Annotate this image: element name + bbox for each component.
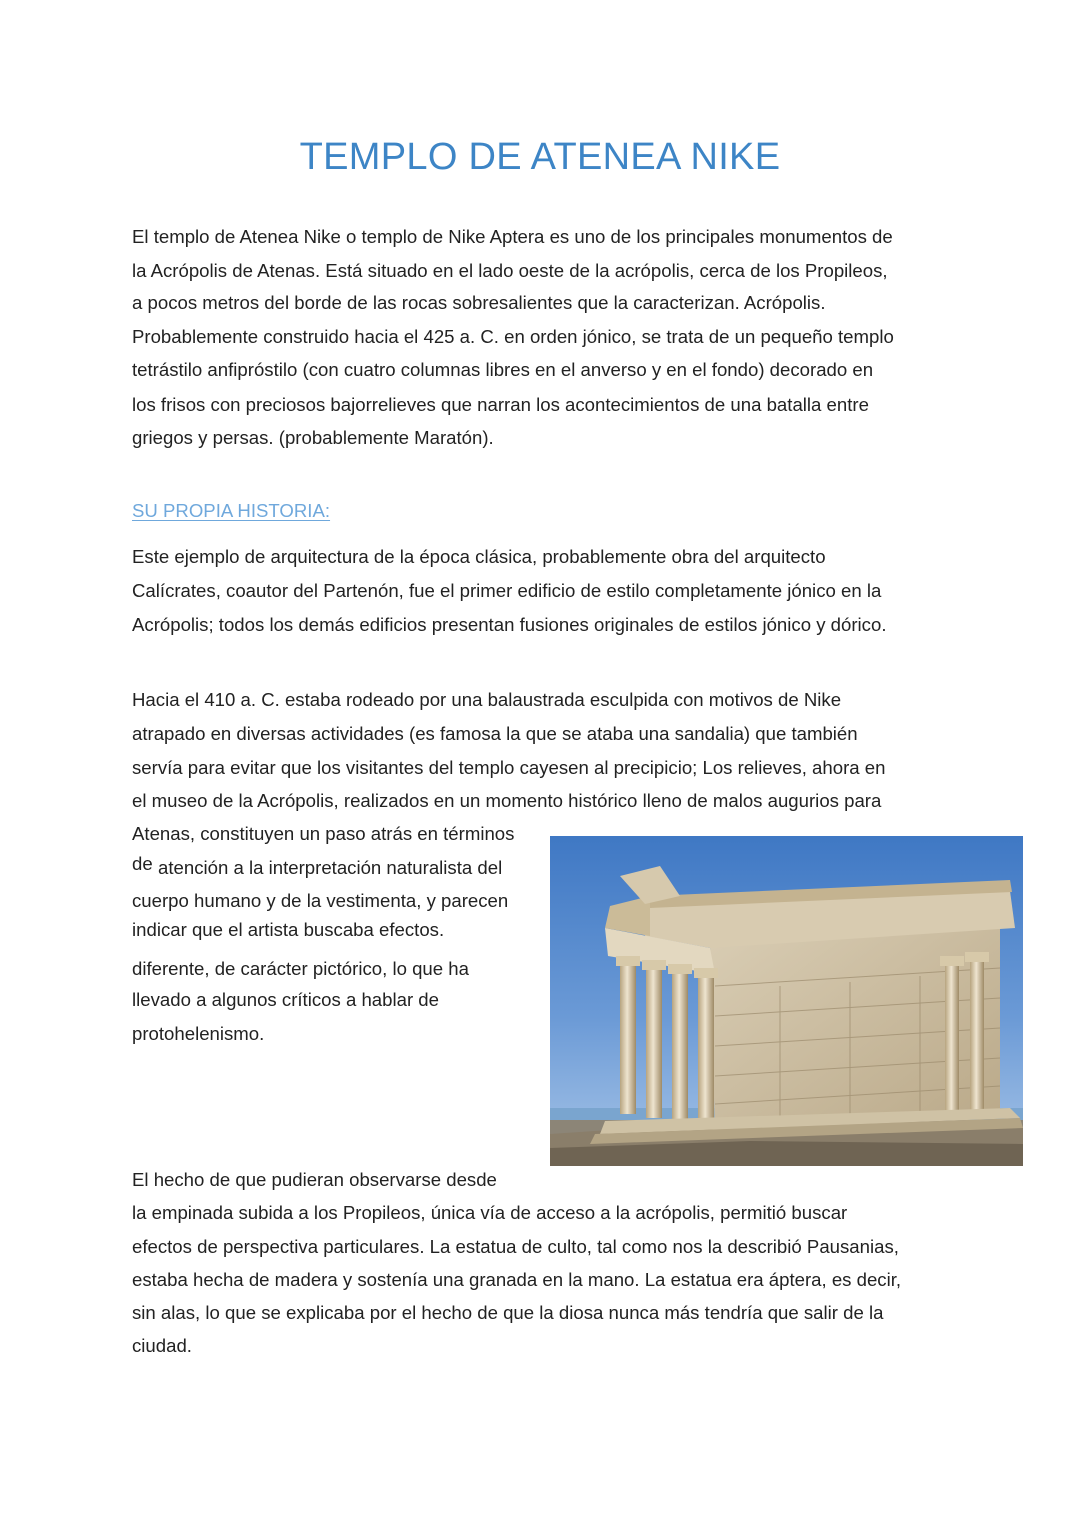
text-line: Atenas, constituyen un paso atrás en términos bbox=[132, 823, 515, 844]
text-line: protohelenismo. bbox=[132, 1023, 265, 1044]
text-line: estaba hecha de madera y sostenía una granada en la mano. La estatua era áptera, es decir, bbox=[132, 1269, 902, 1290]
text-line: a pocos metros del borde de las rocas sobresalientes que la caracterizan. Acrópolis. bbox=[132, 292, 826, 313]
text-line: sin alas, lo que se explicaba por el hecho de que la diosa nunca más tendría que salir de la bbox=[132, 1302, 884, 1323]
text-line: atención a la interpretación naturalista del bbox=[158, 857, 503, 878]
text-line: griegos y persas. (probablemente Maratón). bbox=[132, 427, 494, 448]
text-line: el museo de la Acrópolis, realizados en un momento histórico lleno de malos augurios para bbox=[132, 790, 882, 811]
section-heading: SU PROPIA HISTORIA: bbox=[132, 500, 331, 521]
text-line: Probablemente construido hacia el 425 a. C. en orden jónico, se trata de un pequeño templo bbox=[132, 326, 894, 347]
text-line: efectos de perspectiva particulares. La estatua de culto, tal como nos la describió Pausanias, bbox=[132, 1236, 899, 1257]
text-line: Acrópolis; todos los demás edificios presentan fusiones originales de estilos jónico y dórico. bbox=[132, 614, 887, 635]
text-line: llevado a algunos críticos a hablar de bbox=[132, 989, 439, 1010]
text-line: El templo de Atenea Nike o templo de Nike Aptera es uno de los principales monumentos de bbox=[132, 226, 893, 247]
text-line: diferente, de carácter pictórico, lo que ha bbox=[132, 958, 469, 979]
text-line: los frisos con preciosos bajorrelieves que narran los acontecimientos de una batalla entre bbox=[132, 394, 869, 415]
text-line: El hecho de que pudieran observarse desde bbox=[132, 1169, 497, 1190]
text-line: servía para evitar que los visitantes del templo cayesen al precipicio; Los relieves, ahora en bbox=[132, 757, 886, 778]
text-line: de bbox=[132, 853, 153, 874]
text-line: la empinada subida a los Propileos, única vía de acceso a la acrópolis, permitió buscar bbox=[132, 1202, 848, 1223]
temple-photo bbox=[550, 836, 1023, 1166]
text-line: indicar que el artista buscaba efectos. bbox=[132, 919, 445, 940]
text-line: Este ejemplo de arquitectura de la época clásica, probablemente obra del arquitecto bbox=[132, 546, 826, 567]
page-title: TEMPLO DE ATENEA NIKE bbox=[299, 136, 781, 178]
text-line: atrapado en diversas actividades (es famosa la que se ataba una sandalia) que también bbox=[132, 723, 858, 744]
text-line: ciudad. bbox=[132, 1335, 192, 1356]
text-line: tetrástilo anfipróstilo (con cuatro columnas libres en el anverso y en el fondo) decorado en bbox=[132, 359, 874, 380]
text-line: la Acrópolis de Atenas. Está situado en el lado oeste de la acrópolis, cerca de los Propileos, bbox=[132, 260, 888, 281]
text-line: cuerpo humano y de la vestimenta, y parecen bbox=[132, 890, 509, 911]
text-line: Calícrates, coautor del Partenón, fue el primer edificio de estilo completamente jónico en la bbox=[132, 580, 882, 601]
text-line: Hacia el 410 a. C. estaba rodeado por una balaustrada esculpida con motivos de Nike bbox=[132, 689, 842, 710]
